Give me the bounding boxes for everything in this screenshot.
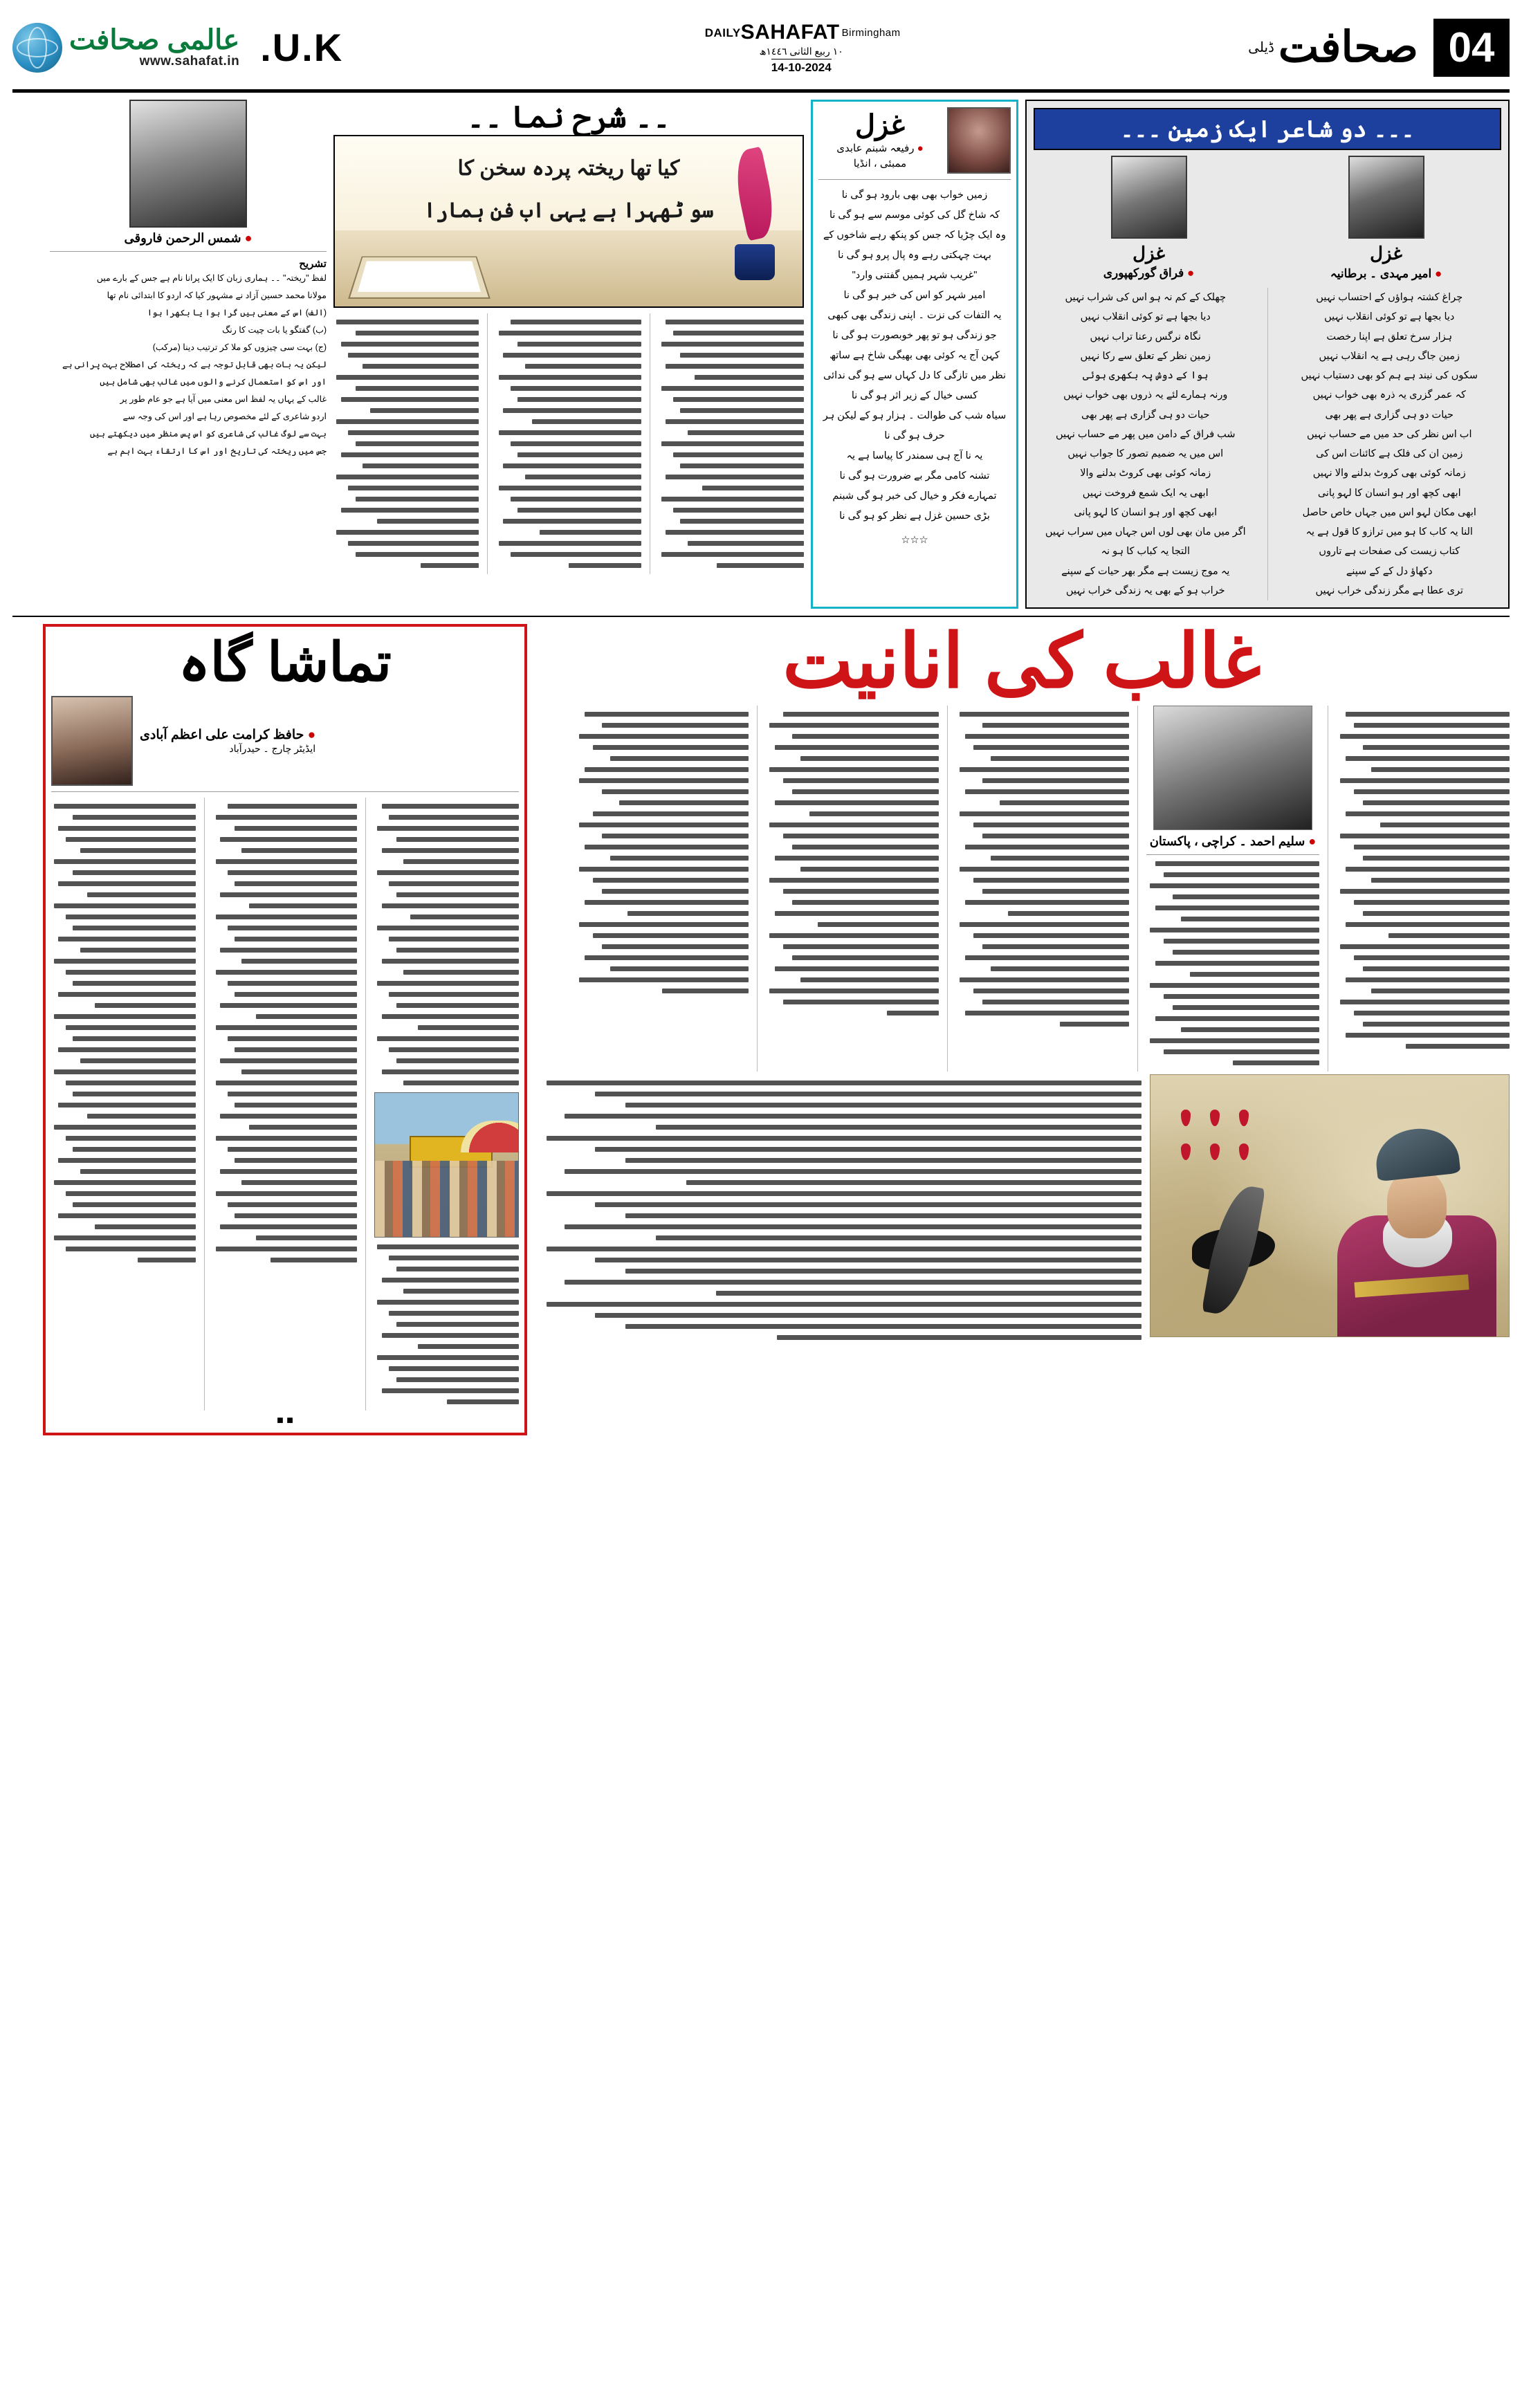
ghazal-verses: [818, 185, 1011, 551]
masthead-left: [1238, 10, 1510, 85]
tamashagah-col-3: [51, 798, 196, 1410]
ghalib-title-wrap: [534, 619, 1510, 704]
section-tashreeh: [50, 100, 327, 609]
author-name-text: شمس الرحمن فاروقی: [124, 231, 241, 245]
verse-line: خراب ہو کے بھی یہ زندگی خراب نہیں: [1065, 585, 1225, 596]
tamashagah-photo: [374, 1092, 519, 1238]
section-tamashagah: [43, 624, 527, 1435]
verse-line: کہ عمر گزری یہ ذرہ بھی خواب نہیں: [1312, 389, 1466, 401]
poet-photo-2: [1111, 156, 1187, 239]
quill-pen-icon: [733, 149, 775, 280]
ghazal-verse-line: امیر شہر کو اس کی خبر ہو گی نا: [843, 290, 986, 301]
tashreeh-heading: تشریح: [299, 258, 327, 270]
poet-name-1-text: امیر مہدی ۔ برطانیہ: [1330, 267, 1432, 280]
ghalib-byline-text: سلیم احمد ۔ کراچی ، پاکستان: [1149, 834, 1305, 849]
verse-line: حیات دو ہی گزاری ہے پھر بھی: [1325, 409, 1454, 421]
verse-line: حیات دو ہی گزاری ہے پھر بھی: [1081, 409, 1210, 421]
tamashagah-col-2: [213, 798, 358, 1410]
tashreeh-line: (الف) اس کے معنی ہیں گرا ہوا یا بکھرا ہوا: [147, 308, 327, 318]
verses-divider: [1267, 288, 1268, 600]
section-sharah-numa: [333, 100, 804, 609]
poet-block-1: [1274, 156, 1498, 281]
open-book-illustration: [335, 230, 803, 306]
verse-line: یہ موج زیست ہے مگر بھر حیات کے سپنے: [1061, 565, 1230, 577]
ghalib-col-1: [1337, 706, 1510, 1072]
author-portrait-shamsur-rahman-faruqi: [129, 100, 247, 228]
verse-line: اگر میں مان بھی لوں اس جہاں میں سراب نہیں: [1045, 526, 1246, 538]
brand-name-urdu: عالمی صحافت: [69, 24, 240, 55]
verse-line: دیا بجھا ہے تو کوئی انقلاب نہیں: [1080, 311, 1211, 323]
tashreeh-line: (ب) گفتگو یا بات چیت کا رنگ: [222, 325, 327, 335]
section-ghazal: [811, 100, 1018, 609]
verse-line: ابھی کچھ اور ہو انسان کا لہو پانی: [1317, 487, 1461, 499]
do-shair-title: ۔۔۔ دو شاعر ایک زمین ۔۔۔: [1034, 108, 1501, 150]
poet-name-2: ● فراق گورکھپوری: [1103, 266, 1195, 279]
verse-line: ہزار سرخ تعلق ہے اپنا رخصت: [1326, 331, 1453, 342]
verse-line: ورنہ ہمارے لئے یہ ذروں بھی خواب نہیں: [1063, 389, 1228, 401]
verse-line: ابھی مکان لہو اس میں جہاں خاص حاصل: [1302, 506, 1476, 518]
ghalib-illustration: [1150, 1074, 1510, 1337]
ghazal-verse-line: کسی خیال کے زیر اثر ہو گی نا: [851, 390, 978, 401]
ghalib-portrait-illustration: [1330, 1129, 1496, 1336]
ghalib-col-2: [1146, 706, 1319, 1072]
top-band: [12, 100, 1510, 609]
ghalib-head-row: [534, 619, 1510, 704]
ghazal-verse-line: زمیں خواب بھی بھی بارود ہو گی نا: [841, 190, 988, 201]
tashreeh-line: (ج) بہت سی چیزوں کو ملا کر ترتیب دینا (مرکب): [152, 342, 327, 352]
tamashagah-col-1: [374, 798, 519, 1410]
verse-line: زمانہ کوئی بھی کروٹ بدلنے والا نہیں: [1312, 468, 1466, 479]
verses-col-2: [1034, 288, 1258, 600]
section-do-shair-aik-zameen: [1025, 100, 1510, 609]
poet-name-2-text: فراق گورکھپوری: [1103, 266, 1184, 279]
masthead-city: Birmingham: [841, 27, 901, 39]
ghazal-header: [818, 107, 1011, 174]
tamashagah-author-name: ● حافظ کرامت علی اعظم آبادی: [140, 728, 316, 743]
verse-line: زمین نظر کے تعلق سے رکا نہیں: [1080, 350, 1211, 362]
verse-line: دکھاؤ دل کے کے سپنے: [1346, 565, 1433, 577]
ghalib-col-5: [576, 706, 749, 1072]
ghazal-title: غزل: [854, 109, 906, 140]
verse-line: النا یہ کاب کا ہو میں ترازو کا قول ہے یہ: [1305, 526, 1473, 538]
ghalib-col-6: [534, 1074, 1142, 1346]
verses-row: [1034, 288, 1501, 600]
poet-heading-2: غزل: [1133, 243, 1165, 264]
ghazal-poet-place: ممبئی ، انڈیا: [853, 158, 907, 169]
verse-line: اب اس نظر کی حد میں مے حساب نہیں: [1307, 428, 1472, 440]
verse-line: ابھی یہ ایک شمع فروخت نہیں: [1082, 487, 1209, 499]
sharah-title: ۔۔ شرحِ نما ۔۔: [466, 100, 671, 134]
ghalib-byline: ● سلیم احمد ۔ کراچی ، پاکستان: [1149, 834, 1317, 849]
verse-line: ابھی کچھ اور ہو انسان کا لہو پانی: [1074, 506, 1218, 518]
verse-line: تری عطا ہے مگر زندگی خراب نہیں: [1315, 585, 1463, 596]
tamashagah-author-name-text: حافظ کرامت علی اعظم آبادی: [140, 728, 304, 743]
tamashagah-body: [51, 798, 519, 1410]
masthead-logo-sub: ڈیلی: [1248, 39, 1274, 55]
tashreeh-line: بہت سے لوگ غالب کی شاعری کو اس پس منظر میں دیکھتے ہیں: [90, 429, 327, 439]
ghazal-verse-line: تمہارے فکر و خیال کی خبر ہو گی شبنم: [832, 490, 997, 502]
ghalib-illustration-row: [534, 1074, 1510, 1346]
verse-line: چھلک کے کم نہ ہو اس کی شراب نہیں: [1065, 292, 1227, 303]
tashreeh-line: اردو شاعری کے لئے مخصوص رہا ہے اور اس کی وجہ سے: [122, 412, 327, 421]
ghazal-verse-line: بڑی حسین غزل ہے نظر کو ہو گی نا: [839, 511, 990, 522]
verse-line: دیا بجھا ہے تو کوئی انقلاب نہیں: [1324, 311, 1455, 323]
poets-row: [1034, 156, 1501, 281]
ghazal-poet-name-text: رفیعہ شبنم عابدی: [836, 142, 915, 154]
verses-col-1: [1278, 288, 1502, 600]
verse-line: ہوا کے دوش پہ بکھری ہوئی: [1082, 370, 1209, 382]
masthead-center: [364, 10, 1238, 85]
ghalib-col-4: [766, 706, 939, 1072]
tamashagah-author-row: [51, 696, 519, 786]
poet-block-2: [1036, 156, 1260, 281]
sharah-couplet-line-2: سو ٹھہرا ہے یہی اب فن ہمارا: [423, 199, 714, 222]
masthead-logo-urdu: [1238, 23, 1428, 71]
ghazal-verse-line: بہت چہکتی رہے وہ پال پرو ہو گی نا: [838, 250, 991, 261]
ghalib-col-3: [956, 706, 1129, 1072]
verse-line: کتاب زیست کی صفحات ہے تاروں: [1319, 546, 1460, 558]
tamashagah-end-mark: ■ ■: [277, 1415, 293, 1427]
brand-website[interactable]: www.sahafat.in: [139, 53, 240, 68]
masthead-edition: U.K.: [260, 26, 344, 69]
tashreeh-line: جس میں ریختہ کی تاریخ اور اس کا ارتقاء بہت اہم ہے: [107, 446, 327, 456]
masthead-hijri-date: ١٠ ربیع الثانی ١٤٤٦ھ: [759, 45, 843, 57]
verse-line: زمانہ کوئی بھی کروٹ بدلنے والا: [1080, 468, 1211, 479]
verse-line: سکوں کی نیند ہے ہم کو بھی دستیاب نہیں: [1301, 370, 1478, 382]
ghalib-body: [534, 706, 1510, 1072]
ghazal-verse-line: جو زندگی ہو تو پھر خوبصورت ہو گی نا: [832, 330, 997, 341]
masthead-date: 14-10-2024: [771, 59, 832, 75]
ghazal-verse-line: کہ شاخ گل کی کوئی موسم سے ہو گی نا: [829, 210, 1000, 221]
poet-heading-1: غزل: [1370, 243, 1402, 264]
verse-line: زمین ان کی فلک ہے کائنات اس کی: [1316, 448, 1463, 460]
tashreeh-body: [50, 270, 327, 460]
masthead-title-en: [702, 21, 901, 44]
red-drops: [1171, 1103, 1258, 1170]
verse-line: التجا یہ کباب کا ہو نہ: [1101, 546, 1190, 558]
sharah-body: [333, 313, 804, 574]
lower-band: [12, 619, 1510, 1435]
ghazal-verse-line: "غریب شہر ہمیں گفتنی وارد": [852, 270, 978, 281]
ghazal-poet-name: ● رفیعہ شبنم عابدی: [836, 142, 924, 154]
tashreeh-line: لیکن یہ بات بھی قابل توجہ ہے کہ ریختہ کی اصطلاح بہت پرانی ہے: [62, 360, 327, 369]
masthead-title-main: SAHAFAT: [740, 20, 840, 44]
ghazal-verse-line: سیاہ شب کی طوالت ۔ ہزار ہو کے لیکن ہر حرف ہو گی نا: [823, 410, 1007, 441]
ghazal-verse-line: نظر میں تازگی کا دل کہاں سے ہو گی ندائی: [823, 370, 1006, 381]
author-name: ● شمس الرحمن فاروقی: [124, 231, 253, 245]
masthead-logo-text: صحافت: [1278, 23, 1418, 71]
masthead: [12, 10, 1510, 93]
verse-line: اس میں یہ ضمیم تصور کا جواب نہیں: [1067, 448, 1224, 460]
sharah-couplet-card: [333, 135, 804, 308]
ghalib-title: غالب کی انانیت: [782, 619, 1261, 704]
ghazal-verse-line: تشنہ کامی مگر بے ضرورت ہو گی نا: [839, 470, 990, 481]
band-divider: [12, 616, 1510, 617]
tamashagah-author-photo: [51, 696, 133, 786]
ghazal-end-mark: ☆☆☆: [901, 535, 928, 546]
ghazal-verse-line: وہ ایک چڑیا کہ جس کو پنکھ رہے شاخوں کے: [823, 230, 1007, 241]
poet-photo-1: [1348, 156, 1424, 239]
globe-icon: [12, 23, 62, 73]
tashreeh-line: لفظ "ریختہ" ۔۔ ہماری زبان کا ایک پرانا نام ہے جس کے بارے میں: [96, 273, 327, 283]
tashreeh-line: اور اس کو استعمال کرنے والوں میں غالب بھی شامل ہیں: [100, 377, 327, 387]
ghazal-verse-line: کہن آج یہ کوئی بھی بھیگی شاخ ہے ساتھ: [829, 350, 1000, 361]
tashreeh-line: مولانا محمد حسین آزاد نے مشہور کیا کہ اردو کا ابتدائی نام تھا: [107, 291, 327, 300]
writer-photo-saleem-ahmed: [1153, 706, 1312, 830]
verse-line: زمین جاگ رہی ہے یہ انقلاب نہیں: [1319, 350, 1460, 362]
tashreeh-author-block: [50, 100, 327, 246]
masthead-brand: [12, 10, 239, 85]
sharah-couplet-line-1: کیا تھا ریختہ پردہ سخن کا: [457, 157, 680, 180]
ghazal-verse-line: یہ التفات کی نزت ۔ اپنی زندگی بھی کبھی: [827, 310, 1002, 321]
poet-name-1: ● امیر مہدی ۔ برطانیہ: [1330, 267, 1442, 280]
tamashagah-author-role: ایڈیٹر چارج ۔ حیدرآباد: [229, 743, 316, 755]
tashreeh-line: غالب کے یہاں یہ لفظ اس معنی میں آیا ہے جو عام طور پر: [120, 394, 327, 404]
section-ghalib: [534, 619, 1510, 1346]
verse-line: نگاہ نرگس رعنا تراب نہیں: [1090, 331, 1202, 342]
ghazal-poet-photo: [947, 107, 1011, 174]
page-number: 04: [1433, 19, 1510, 77]
masthead-brand-text: [69, 26, 239, 69]
masthead-daily-label: DAILY: [704, 26, 741, 39]
sharah-col-1: [659, 313, 804, 574]
sharah-col-3: [333, 313, 479, 574]
verse-line: شب فراق کے دامن میں پھر مے حساب نہیں: [1055, 428, 1236, 440]
sharah-col-2: [496, 313, 641, 574]
ghazal-verse-line: یہ نا آج ہی سمندر کا پیاسا ہے یہ: [846, 450, 983, 461]
tamashagah-title: تماشا گاہ: [178, 632, 392, 693]
verse-line: چراغ کشتہ ہواؤں کے احتساب نہیں: [1316, 292, 1463, 303]
